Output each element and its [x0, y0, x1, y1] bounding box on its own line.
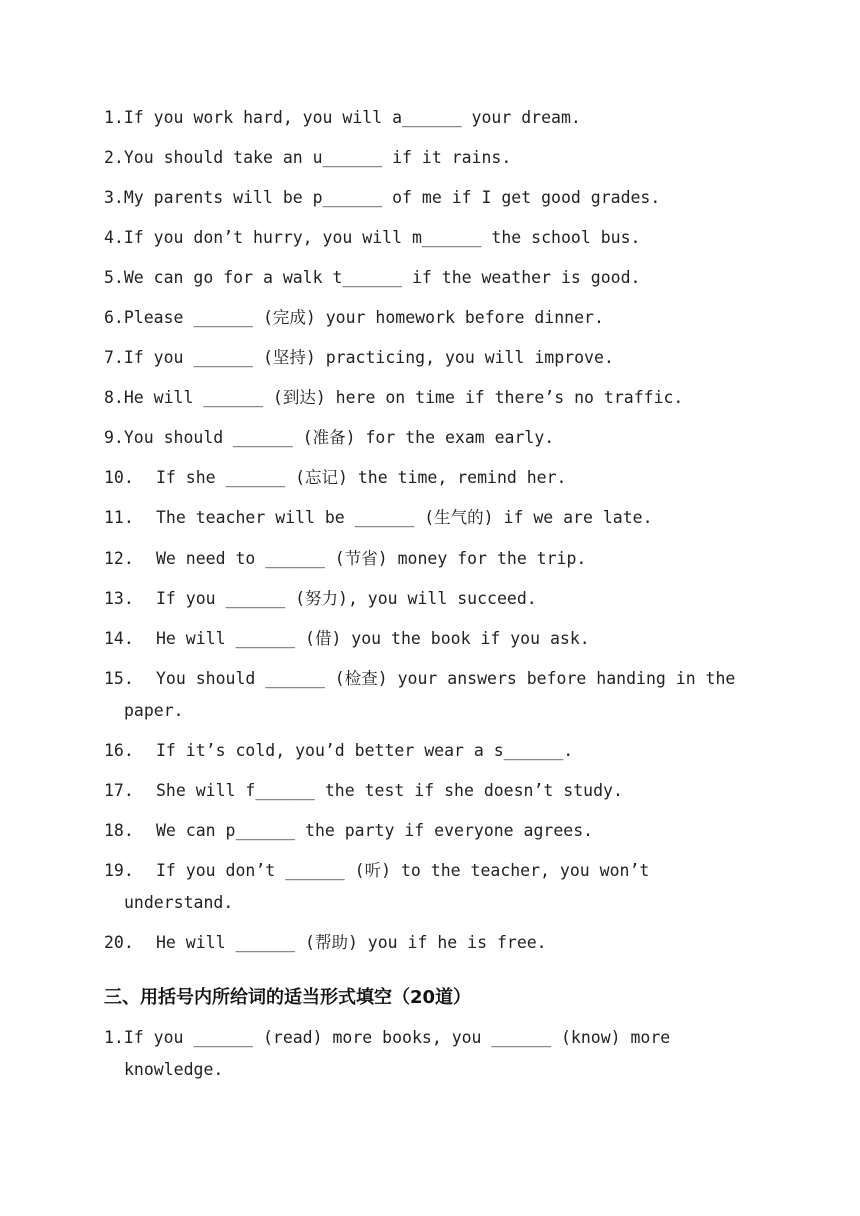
question-text: She will f______ the test if she doesn’t study. [156, 781, 623, 800]
question-18 [104, 815, 764, 847]
section-3-question-1 [104, 1022, 764, 1054]
question-11 [104, 502, 764, 534]
question-20 [104, 927, 764, 959]
question-number: 20. [104, 933, 134, 952]
question-number: 11. [104, 508, 134, 527]
question-number: 12. [104, 549, 134, 568]
question-5 [104, 262, 764, 294]
question-number: 15. [104, 669, 134, 688]
question-12 [104, 543, 764, 575]
question-9 [104, 422, 764, 454]
question-text: You should take an u______ if it rains. [123, 148, 512, 167]
question-number: 14. [104, 629, 134, 648]
question-1 [104, 102, 764, 134]
question-text: If you ______ (努力), you will succeed. [156, 589, 537, 608]
question-number: 9. [104, 428, 124, 447]
question-text: He will ______ (帮助) you if he is free. [156, 933, 547, 952]
question-text: He will ______ (借) you the book if you ask. [156, 629, 590, 648]
question-text: My parents will be p______ of me if I get good grades. [123, 188, 661, 207]
question-text: Please ______ (完成) your homework before dinner. [123, 308, 604, 327]
question-number: 13. [104, 589, 134, 608]
question-15 [104, 663, 764, 695]
question-number: 4. [104, 228, 124, 247]
question-text: You should ______ (检查) your answers before handing in the [156, 669, 736, 688]
question-text: If you ______ (坚持) practicing, you will improve. [123, 348, 614, 367]
question-number: 19. [104, 861, 134, 880]
question-text: If you work hard, you will a______ your dream. [123, 108, 581, 127]
question-number: 17. [104, 781, 134, 800]
question-8 [104, 382, 764, 414]
question-7 [104, 342, 764, 374]
question-text: If you don’t ______ (听) to the teacher, you won’t [156, 861, 650, 880]
question-2 [104, 142, 764, 174]
question-text: If it’s cold, you’d better wear a s______. [156, 741, 574, 760]
question-14 [104, 623, 764, 655]
question-19 [104, 855, 764, 887]
question-number: 8. [104, 388, 124, 407]
question-15-continuation: paper. [124, 701, 184, 720]
question-number: 10. [104, 468, 134, 487]
question-text: You should ______ (准备) for the exam early. [123, 428, 555, 447]
question-number: 16. [104, 741, 134, 760]
question-text: We can go for a walk t______ if the weather is good. [123, 268, 641, 287]
question-number: 6. [104, 308, 124, 327]
section-3-question-1-continuation: knowledge. [124, 1060, 224, 1079]
question-text: If you don’t hurry, you will m______ the school bus. [123, 228, 641, 247]
question-text: If you ______ (read) more books, you ______ (know) more [123, 1028, 671, 1047]
question-10 [104, 462, 764, 494]
question-number: 18. [104, 821, 134, 840]
section-3-title: 三、用括号内所给词的适当形式填空（20道） [104, 987, 472, 1008]
question-text: He will ______ (到达) here on time if there’s no traffic. [123, 388, 684, 407]
question-17 [104, 775, 764, 807]
question-19-continuation: understand. [124, 893, 234, 912]
question-3 [104, 182, 764, 214]
question-number: 5. [104, 268, 124, 287]
question-number: 7. [104, 348, 124, 367]
question-13 [104, 583, 764, 615]
question-6 [104, 302, 764, 334]
question-number: 3. [104, 188, 124, 207]
question-16 [104, 735, 764, 767]
question-number: 1. [104, 108, 124, 127]
question-4 [104, 222, 764, 254]
question-text: We can p______ the party if everyone agrees. [156, 821, 594, 840]
question-number: 2. [104, 148, 124, 167]
question-text: The teacher will be ______ (生气的) if we are late. [156, 508, 653, 527]
question-text: If she ______ (忘记) the time, remind her. [156, 468, 567, 487]
question-text: We need to ______ (节省) money for the trip. [156, 549, 587, 568]
question-number: 1. [104, 1028, 124, 1047]
